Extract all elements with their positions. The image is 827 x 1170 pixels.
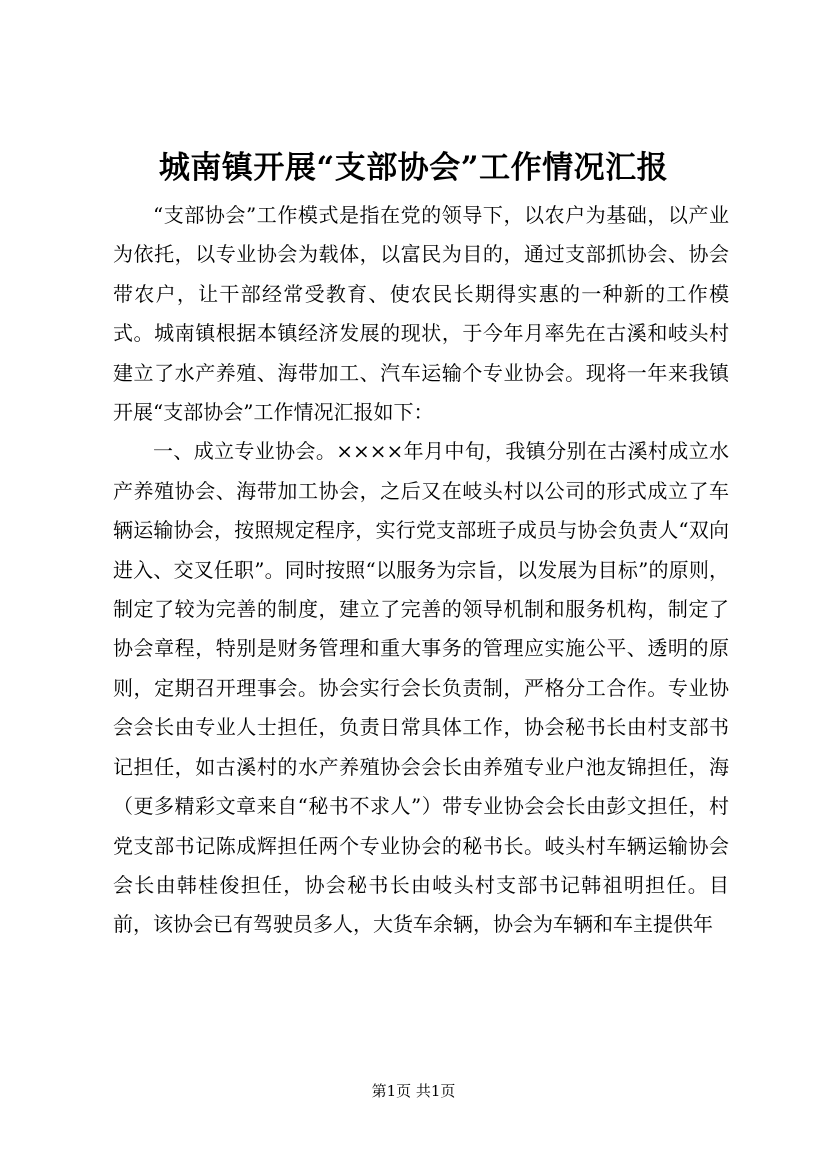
- document-title: 城南镇开展“支部协会”工作情况汇报: [158, 150, 669, 186]
- document-body: [113, 196, 729, 945]
- paragraph-intro: “支部协会”工作模式是指在党的领导下，以农户为基础，以产业为依托，以专业协会为载体，以富民为目的，通过支部抓协会、协会带农户，让干部经常受教育、使农民长期得实惠的一种新的工作模式。城南镇根据本镇经济发展的现状，于今年月率先在古溪和岐头村建立了水产养殖、海带加工、汽车运输个专业协会。现将一年来我镇开展“支部协会”工作情况汇报如下：: [113, 203, 729, 425]
- page-footer: 第1页 共1页: [371, 1082, 456, 1100]
- paragraph-section-one: 一、成立专业协会。××××年月中旬，我镇分别在古溪村成立水产养殖协会、海带加工协会，之后又在岐头村以公司的形式成立了车辆运输协会，按照规定程序，实行党支部班子成员与协会负责人“双向进入、交叉任职”。同时按照“以服务为宗旨，以发展为目标”的原则，制定了较为完善的制度，建立了完善的领导机制和服务机构，制定了协会章程，特别是财务管理和重大事务的管理应实施公平、透明的原则，定期召开理事会。协会实行会长负责制，严格分工合作。专业协会会长由专业人士担任，负责日常具体工作，协会秘书长由村支部书记担任，如古溪村的水产养殖协会会长由养殖专业户池友锦担任，海（更多精彩文章来自“秘书不求人”）带专业协会会长由彭文担任，村党支部书记陈成辉担任两个专业协会的秘书长。岐头村车辆运输协会会长由韩桂俊担任，协会秘书长由岐头村支部书记韩祖明担任。目前，该协会已有驾驶员多人，大货车余辆，协会为车辆和车主提供年: [113, 439, 729, 937]
